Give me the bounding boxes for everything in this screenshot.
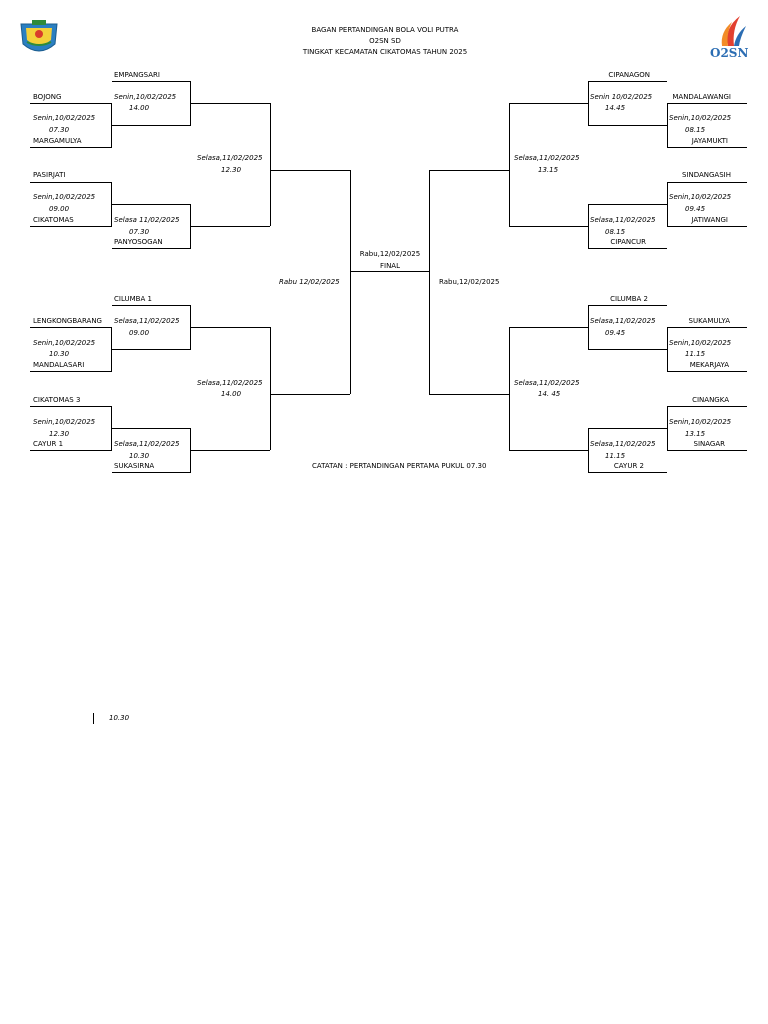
match-time: 08.15 bbox=[605, 228, 626, 236]
team-mekarjaya: MEKARJAYA bbox=[689, 361, 729, 369]
match-time: 10.30 bbox=[49, 350, 70, 358]
match-date: Selasa,11/02/2025 bbox=[197, 154, 263, 162]
match-time: 14. 45 bbox=[538, 390, 561, 398]
team-sinagar: SINAGAR bbox=[693, 440, 725, 448]
match-time: 14.45 bbox=[605, 104, 626, 112]
final-date: Rabu,12/02/2025 bbox=[359, 250, 421, 258]
o2sn-flame-icon bbox=[706, 14, 750, 48]
match-date: Selasa,11/02/2025 bbox=[590, 440, 656, 448]
match-date: Selasa,11/02/2025 bbox=[514, 154, 580, 162]
match-date: Senin,10/02/2025 bbox=[669, 114, 732, 122]
match-time: 14.00 bbox=[221, 390, 242, 398]
match-time: 10.30 bbox=[129, 452, 150, 460]
team-mandalasari: MANDALASARI bbox=[33, 361, 85, 369]
match-date: Selasa,11/02/2025 bbox=[590, 216, 656, 224]
match-date: Selasa,11/02/2025 bbox=[514, 379, 580, 387]
match-time: 12.30 bbox=[49, 430, 70, 438]
bracket-title bbox=[260, 25, 510, 58]
match-time: 08.15 bbox=[685, 126, 706, 134]
match-time: 14.00 bbox=[129, 104, 150, 112]
match-time: 09.00 bbox=[49, 205, 70, 213]
team-bojong: BOJONG bbox=[33, 93, 62, 101]
team-panyosogan: PANYOSOGAN bbox=[114, 238, 163, 246]
match-date: Selasa 11/02/2025 bbox=[114, 216, 180, 224]
match-date: Senin,10/02/2025 bbox=[114, 93, 177, 101]
title-line-1: BAGAN PERTANDINGAN BOLA VOLI PUTRA bbox=[311, 26, 459, 34]
match-time: 11.15 bbox=[685, 350, 706, 358]
match-time: 11.15 bbox=[605, 452, 626, 460]
semi-date-right: Rabu,12/02/2025 bbox=[439, 278, 500, 286]
title-line-3: TINGKAT KECAMATAN CIKATOMAS TAHUN 2025 bbox=[302, 48, 468, 56]
match-time: 07.30 bbox=[49, 126, 70, 134]
match-date: Selasa,11/02/2025 bbox=[114, 440, 180, 448]
o2sn-logo-text: O2SN bbox=[710, 46, 749, 60]
team-jatiwangi: JATIWANGI bbox=[691, 216, 728, 224]
match-date: Senin,10/02/2025 bbox=[33, 418, 96, 426]
team-cinangka: CINANGKA bbox=[692, 396, 729, 404]
team-cikatomas: CIKATOMAS bbox=[33, 216, 74, 224]
team-pasirjati: PASIRJATI bbox=[33, 171, 66, 179]
final-label: FINAL bbox=[379, 262, 400, 270]
team-lengkongbarang: LENGKONGBARANG bbox=[33, 317, 102, 325]
match-time: 13.15 bbox=[685, 430, 706, 438]
match-date: Selasa,11/02/2025 bbox=[114, 317, 180, 325]
team-cilumba-1: CILUMBA 1 bbox=[114, 295, 152, 303]
match-date: Senin,10/02/2025 bbox=[33, 193, 96, 201]
match-date: Selasa,11/02/2025 bbox=[590, 317, 656, 325]
match-time: 09.45 bbox=[605, 329, 626, 337]
match-time: 09.45 bbox=[685, 205, 706, 213]
team-cilumba-2: CILUMBA 2 bbox=[610, 295, 648, 303]
semi-date-left: Rabu 12/02/2025 bbox=[279, 278, 340, 286]
match-date: Senin,10/02/2025 bbox=[669, 339, 732, 347]
team-cayur-1: CAYUR 1 bbox=[33, 440, 64, 448]
team-jayamukti: JAYAMUKTI bbox=[691, 137, 728, 145]
match-date: Senin,10/02/2025 bbox=[669, 418, 732, 426]
match-time: 13.15 bbox=[538, 166, 559, 174]
team-empangsari: EMPANGSARI bbox=[114, 71, 160, 79]
team-cayur-2: CAYUR 2 bbox=[613, 462, 644, 470]
team-margamulya: MARGAMULYA bbox=[33, 137, 82, 145]
team-cipancur: CIPANCUR bbox=[610, 238, 646, 246]
match-date: Senin 10/02/2025 bbox=[590, 93, 653, 101]
match-date: Senin,10/02/2025 bbox=[33, 339, 96, 347]
o2sn-logo bbox=[706, 14, 750, 62]
regency-emblem-icon bbox=[18, 18, 60, 58]
team-sukasirna: SUKASIRNA bbox=[114, 462, 155, 470]
match-date: Selasa,11/02/2025 bbox=[197, 379, 263, 387]
match-date: Senin,10/02/2025 bbox=[33, 114, 96, 122]
left-logo bbox=[18, 18, 60, 58]
title-line-2: O2SN SD bbox=[369, 37, 401, 45]
match-time: 09.00 bbox=[129, 329, 150, 337]
match-time: 07.30 bbox=[129, 228, 150, 236]
team-sukamulya: SUKAMULYA bbox=[688, 317, 730, 325]
match-date: Senin,10/02/2025 bbox=[669, 193, 732, 201]
team-mandalawangi: MANDALAWANGI bbox=[672, 93, 731, 101]
match-time: 12.30 bbox=[221, 166, 242, 174]
team-cikatomas-3: CIKATOMAS 3 bbox=[33, 396, 81, 404]
text-cursor bbox=[93, 713, 94, 724]
team-sindangasih: SINDANGASIH bbox=[681, 171, 731, 179]
stray-time: 10.30 bbox=[109, 714, 130, 722]
note-first-match: CATATAN : PERTANDINGAN PERTAMA PUKUL 07.30 bbox=[312, 462, 487, 470]
team-cipanagon: CIPANAGON bbox=[608, 71, 650, 79]
